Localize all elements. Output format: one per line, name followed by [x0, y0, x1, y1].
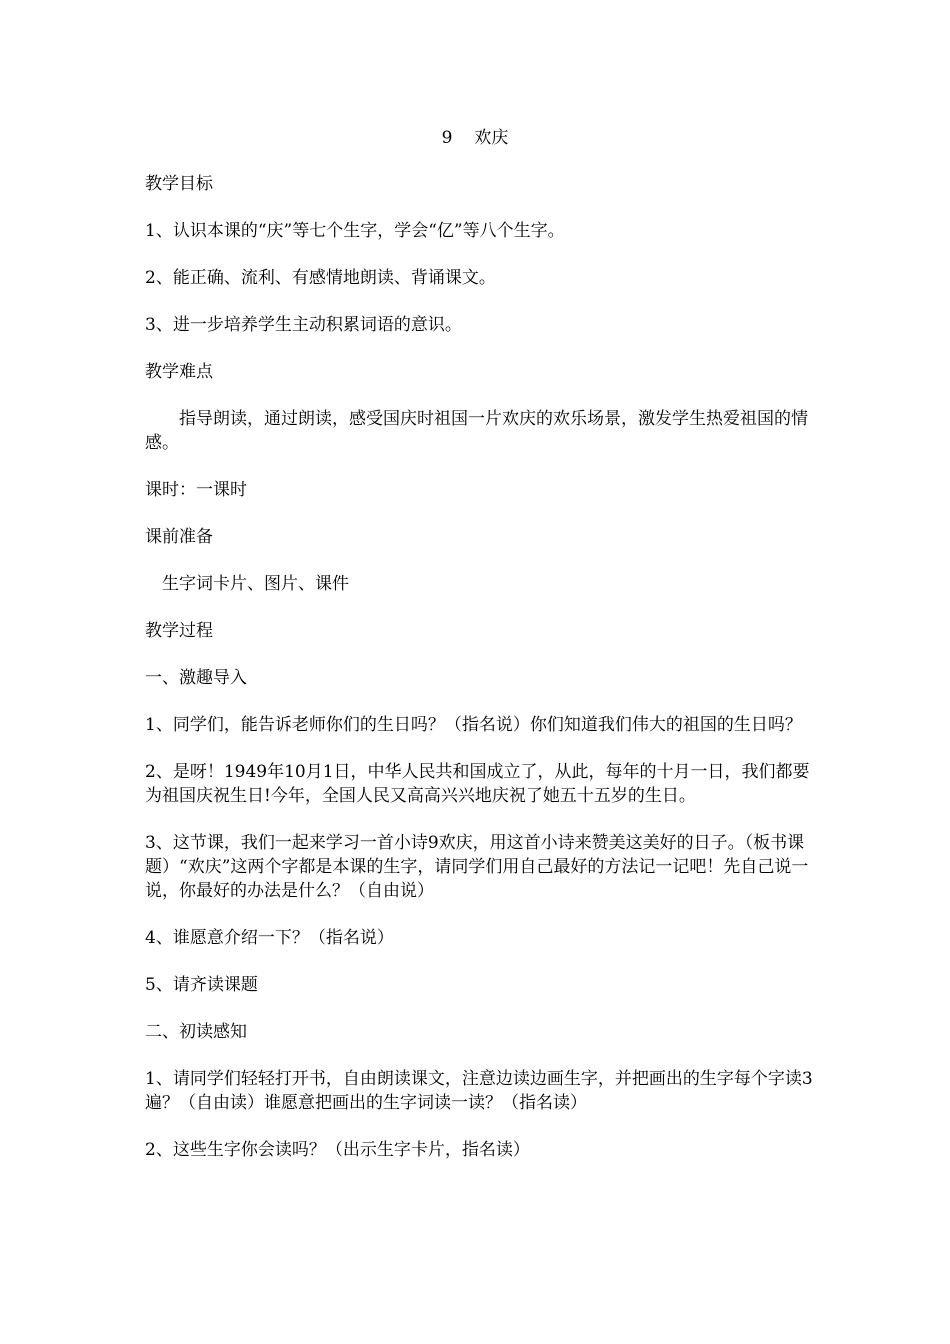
part1-step-2: 2、是呀！1949年10月1日，中华人民共和国成立了，从此，每年的十月一日，我们都要为祖国庆祝生日!今年，全国人民又高高兴兴地庆祝了她五十五岁的生日。 [145, 762, 810, 806]
part1-step-3: 3、这节课，我们一起来学习一首小诗9欢庆，用这首小诗来赞美这美好的日子。（板书课题）“欢庆”这两个字都是本课的生字，请同学们用自己最好的方法记一记吧！先自己说一说，你最好的办法是什么？（自由说） [145, 833, 809, 901]
part2-step-1: 1、请同学们轻轻打开书，自由朗读课文，注意边读边画生字，并把画出的生字每个字读3遍？（自由读）谁愿意把画出的生字词读一读？（指名读） [145, 1069, 813, 1113]
goal-item-3: 3、进一步培养学生主动积累词语的意识。 [145, 315, 462, 335]
goals-heading: 教学目标 [145, 174, 213, 194]
document-body [145, 172, 813, 1185]
difficulty-heading: 教学难点 [145, 362, 213, 382]
goal-item-1: 1、认识本课的“庆”等七个生字，学会“亿”等八个生字。 [145, 221, 565, 241]
prep-text: 生字词卡片、图片、课件 [162, 574, 349, 594]
prep-heading: 课前准备 [145, 527, 213, 547]
difficulty-text: 指导朗读，通过朗读，感受国庆时祖国一片欢庆的欢乐场景，激发学生热爱祖国的情感。 [145, 409, 808, 453]
lesson-number: 9 [441, 128, 453, 148]
part1-heading: 一、激趣导入 [145, 668, 247, 688]
goal-item-2: 2、能正确、流利、有感情地朗读、背诵课文。 [145, 268, 496, 288]
part1-step-5: 5、请齐读课题 [145, 975, 258, 995]
class-hours: 课时：一课时 [145, 480, 247, 500]
part2-heading: 二、初读感知 [145, 1022, 247, 1042]
part2-step-2: 2、这些生字你会读吗？（出示生字卡片，指名读） [145, 1140, 530, 1160]
process-heading: 教学过程 [145, 621, 213, 641]
part1-step-4: 4、谁愿意介绍一下？（指名说） [145, 928, 394, 948]
lesson-title [0, 126, 950, 150]
part1-step-1: 1、同学们，能告诉老师你们的生日吗？（指名说）你们知道我们伟大的祖国的生日吗？ [145, 715, 802, 735]
lesson-title-text: 欢庆 [474, 128, 509, 148]
